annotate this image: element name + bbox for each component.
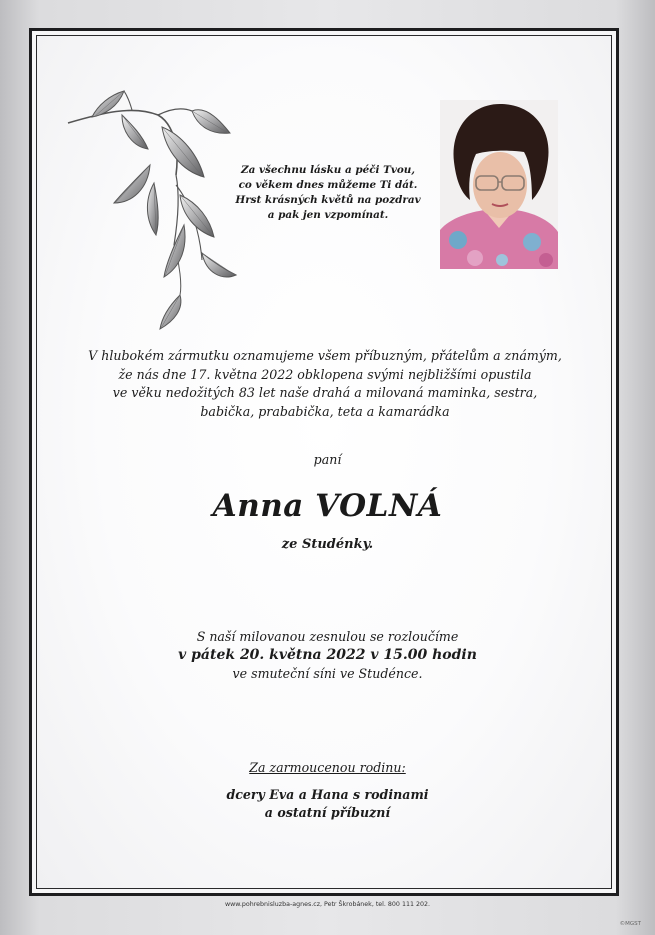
farewell-place: ve smuteční síni ve Studénce. — [232, 666, 423, 681]
spacer — [0, 777, 655, 786]
family-line: a ostatní příbuzní — [264, 805, 391, 820]
leaf-branch-icon — [62, 85, 247, 335]
poem-line: a pak jen vzpomínat. — [267, 209, 389, 221]
document-code: ©MGST — [619, 921, 641, 927]
poem-line: Za všechnu lásku a péči Tvou, — [241, 164, 415, 176]
deceased-name: Anna VOLNÁ — [212, 488, 443, 524]
portrait-image — [440, 100, 558, 269]
farewell-intro: S naší milovanou zesnulou se rozloučíme — [196, 629, 459, 644]
poem-line: co věkem dnes můžeme Ti dát. — [238, 179, 418, 191]
farewell-info — [0, 628, 655, 682]
announcement-line: ve věku nedožitých 83 let naše drahá a milovaná maminka, sestra, — [112, 385, 538, 400]
family-heading: Za zarmoucenou rodinu: — [249, 760, 406, 775]
family-signature — [0, 757, 655, 822]
poem-line: Hrst krásných květů na pozdrav — [235, 194, 421, 206]
family-line: dcery Eva a Hana s rodinami — [226, 787, 429, 802]
memorial-poem — [228, 163, 428, 223]
deceased-origin: ze Studénky. — [281, 537, 374, 552]
portrait-photo — [440, 100, 558, 269]
announcement-line: babička, prababička, teta a kamarádka — [200, 403, 450, 419]
farewell-datetime: v pátek 20. května 2022 v 15.00 hodin — [178, 647, 477, 663]
announcement-line: V hlubokém zármutku oznamujeme všem příbuzným, přátelům a známým, — [88, 348, 562, 363]
death-announcement — [60, 347, 590, 421]
footer-contact: www.pohrebnisluzba-agnes.cz, Petr Škrobánek, tel. 800 111 202. — [225, 901, 430, 908]
announcement-line: že nás dne 17. května 2022 obklopena svými nejbližšími opustila — [118, 366, 532, 382]
honorific-title: paní — [313, 452, 342, 467]
